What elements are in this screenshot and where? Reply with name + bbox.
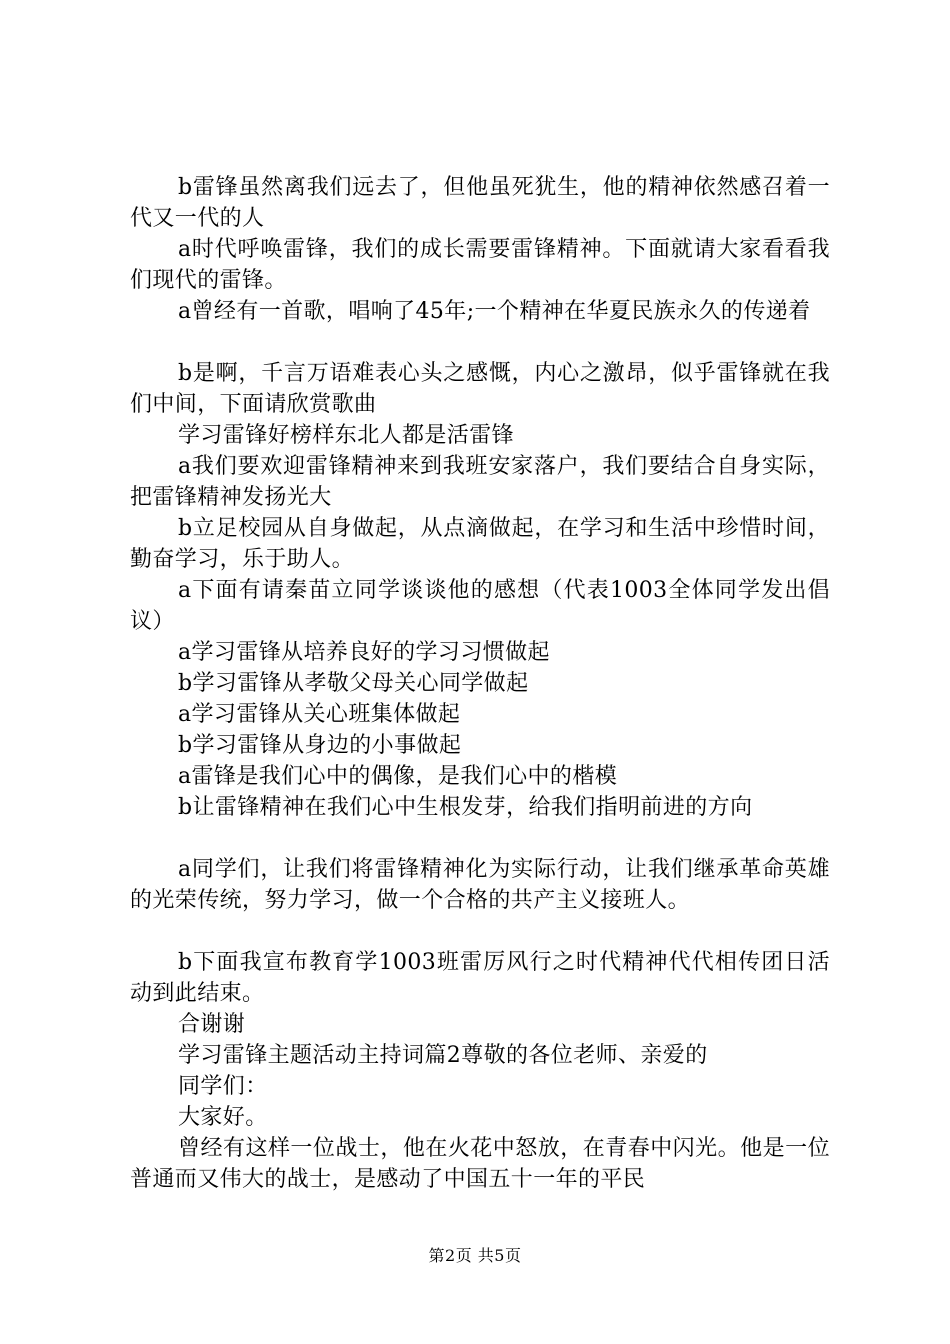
page-number-footer: 第2页 共5页 [428,1246,522,1265]
paragraph: a我们要欢迎雷锋精神来到我班安家落户，我们要结合自身实际，把雷锋精神发扬光大 [130,454,830,510]
paragraph: 合谢谢 [178,1012,246,1037]
paragraph: b是啊，千言万语难表心头之感慨，内心之激昂，似乎雷锋就在我们中间，下面请欣赏歌曲 [130,361,830,417]
document-body [130,172,830,1195]
paragraph: 曾经有这样一位战士，他在火花中怒放，在青春中闪光。他是一位普通而又伟大的战士，是感动了中国五十一年的平民 [130,1136,830,1192]
paragraph: b雷锋虽然离我们远去了，但他虽死犹生，他的精神依然感召着一代又一代的人 [130,175,830,231]
paragraph: b下面我宣布教育学1003班雷厉风行之时代精神代代相传团日活动到此结束。 [130,950,830,1006]
paragraph: a曾经有一首歌，唱响了45年;一个精神在华夏民族永久的传递着 [178,299,811,324]
paragraph: a学习雷锋从培养良好的学习习惯做起 [178,640,550,665]
paragraph: 大家好。 [178,1105,268,1130]
paragraph: a同学们，让我们将雷锋精神化为实际行动，让我们继承革命英雄的光荣传统，努力学习，做一个合格的共产主义接班人。 [130,857,830,913]
paragraph: b让雷锋精神在我们心中生根发芽，给我们指明前进的方向 [178,795,753,820]
paragraph: a时代呼唤雷锋，我们的成长需要雷锋精神。下面就请大家看看我们现代的雷锋。 [130,237,830,293]
paragraph: b学习雷锋从身边的小事做起 [178,733,462,758]
paragraph: 同学们： [178,1074,268,1099]
paragraph: 学习雷锋好榜样东北人都是活雷锋 [178,423,515,448]
paragraph: b学习雷锋从孝敬父母关心同学做起 [178,671,529,696]
paragraph: 学习雷锋主题活动主持词篇2尊敬的各位老师、亲爱的 [178,1043,708,1068]
paragraph: a雷锋是我们心中的偶像，是我们心中的楷模 [178,764,618,789]
paragraph: a下面有请秦苗立同学谈谈他的感想（代表1003全体同学发出倡议） [130,578,830,634]
paragraph: a学习雷锋从关心班集体做起 [178,702,461,727]
paragraph: b立足校园从自身做起，从点滴做起，在学习和生活中珍惜时间，勤奋学习，乐于助人。 [130,516,830,572]
